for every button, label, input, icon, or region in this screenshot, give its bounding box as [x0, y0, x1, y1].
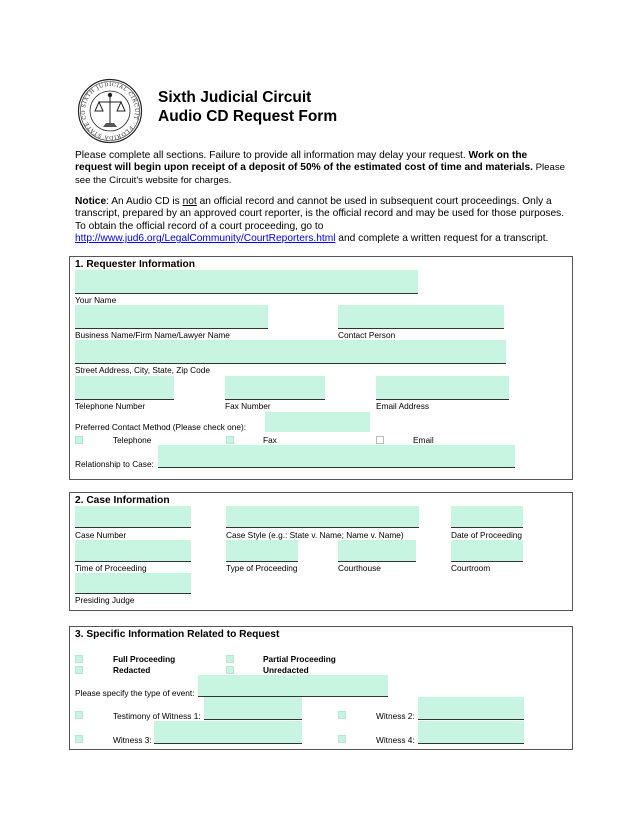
- preferred-contact-label: Preferred Contact Method (Please check one):: [75, 422, 247, 432]
- witness1-field[interactable]: [204, 697, 302, 720]
- email-label: Email Address: [376, 401, 430, 411]
- type-of-proceeding-label: Type of Proceeding: [226, 563, 298, 573]
- partial-proceeding-label: Partial Proceeding: [263, 654, 336, 664]
- fax-checkbox[interactable]: [226, 436, 234, 444]
- full-proceeding-label: Full Proceeding: [113, 654, 176, 664]
- time-of-proceeding-label: Time of Proceeding: [75, 563, 147, 573]
- witness3-label: Witness 3:: [113, 735, 152, 745]
- section3-title: 3. Specific Information Related to Request: [75, 629, 280, 640]
- telephone-checkbox[interactable]: [75, 436, 83, 444]
- preferred-contact-field[interactable]: [265, 412, 370, 432]
- redacted-checkbox[interactable]: [75, 666, 83, 674]
- type-of-proceeding-field[interactable]: [226, 540, 298, 562]
- case-style-label: Case Style (e.g.: State v. Name; Name v. Name): [226, 530, 404, 540]
- court-seal: [77, 78, 143, 144]
- unredacted-label: Unredacted: [263, 665, 309, 675]
- presiding-judge-label: Presiding Judge: [75, 595, 135, 605]
- case-number-field[interactable]: [75, 506, 191, 528]
- courthouse-label: Courthouse: [338, 563, 381, 573]
- type-of-event-field[interactable]: [198, 675, 388, 697]
- courtroom-field[interactable]: [451, 540, 523, 562]
- seal-text: SIXTH JUDICIAL CIRCUIT · FLORIDA STATE CO: [80, 81, 140, 141]
- relationship-label: Relationship to Case:: [75, 459, 154, 469]
- notice-label: Notice: [75, 196, 107, 207]
- witness4-checkbox[interactable]: [338, 735, 346, 743]
- street-address-label: Street Address, City, State, Zip Code: [75, 365, 210, 375]
- contact-person-field[interactable]: [338, 305, 504, 329]
- witness1-label: Testimony of Witness 1:: [113, 711, 201, 721]
- your-name-label: Your Name: [75, 295, 117, 305]
- notice-paragraph: Notice: An Audio CD is not an official record and cannot be used in subsequent court proceedings. Only a transcript, prepared by an approved court reporter, is the official record and may be used for those purposes. To obtain the official record of a court proceeding, go to http://www.jud6.org/LegalCommunity/CourtReporters.html and complete a written request for a transcript.: [75, 196, 565, 245]
- telephone-option-label: Telephone: [113, 435, 152, 445]
- form-title: [158, 88, 337, 126]
- email-option-label: Email: [413, 435, 434, 445]
- business-name-label: Business Name/Firm Name/Lawyer Name: [75, 330, 230, 340]
- street-address-field[interactable]: [75, 340, 506, 364]
- intro-deposit-text: Work on the request will begin upon receipt of a deposit of 50% of the estimated cost of time and materials.: [75, 150, 533, 174]
- intro-paragraph: [75, 150, 565, 187]
- telephone-field[interactable]: [75, 376, 174, 400]
- full-proceeding-checkbox[interactable]: [75, 655, 83, 663]
- intro-charges-text: Please see the Circuit's website for charges.: [75, 162, 565, 186]
- relationship-field[interactable]: [158, 445, 515, 468]
- time-of-proceeding-field[interactable]: [75, 540, 191, 562]
- witness4-label: Witness 4:: [376, 735, 415, 745]
- partial-proceeding-checkbox[interactable]: [226, 655, 234, 663]
- fax-option-label: Fax: [263, 435, 277, 445]
- contact-person-label: Contact Person: [338, 330, 396, 340]
- witness3-checkbox[interactable]: [75, 735, 83, 743]
- witness1-checkbox[interactable]: [75, 711, 83, 719]
- date-of-proceeding-label: Date of Proceeding: [451, 530, 523, 540]
- witness3-field[interactable]: [154, 721, 302, 744]
- witness2-checkbox[interactable]: [338, 711, 346, 719]
- date-of-proceeding-field[interactable]: [451, 506, 523, 528]
- court-reporters-link[interactable]: http://www.jud6.org/LegalCommunity/CourtReporters.html: [75, 233, 336, 245]
- notice-not: not: [182, 196, 197, 207]
- business-name-field[interactable]: [75, 305, 268, 329]
- telephone-label: Telephone Number: [75, 401, 146, 411]
- unredacted-checkbox[interactable]: [226, 666, 234, 674]
- section1-title: 1. Requester Information: [75, 259, 196, 270]
- courthouse-field[interactable]: [338, 540, 416, 562]
- witness2-label: Witness 2:: [376, 711, 415, 721]
- witness4-field[interactable]: [418, 721, 524, 744]
- section2-title: 2. Case Information: [75, 495, 170, 506]
- courtroom-label: Courtroom: [451, 563, 491, 573]
- email-checkbox[interactable]: [376, 436, 384, 444]
- type-of-event-label: Please specify the type of event:: [75, 688, 195, 698]
- fax-field[interactable]: [225, 376, 325, 400]
- case-number-label: Case Number: [75, 530, 127, 540]
- title-line-1: Sixth Judicial Circuit: [158, 89, 312, 106]
- redacted-label: Redacted: [113, 665, 151, 675]
- title-line-2: Audio CD Request Form: [158, 108, 338, 125]
- intro-text: Please complete all sections. Failure to provide all information may delay your request.: [75, 150, 469, 161]
- witness2-field[interactable]: [418, 697, 524, 720]
- email-field[interactable]: [376, 376, 509, 400]
- your-name-field[interactable]: [75, 270, 418, 294]
- presiding-judge-field[interactable]: [75, 573, 191, 594]
- fax-label: Fax Number: [225, 401, 271, 411]
- case-style-field[interactable]: [226, 506, 419, 528]
